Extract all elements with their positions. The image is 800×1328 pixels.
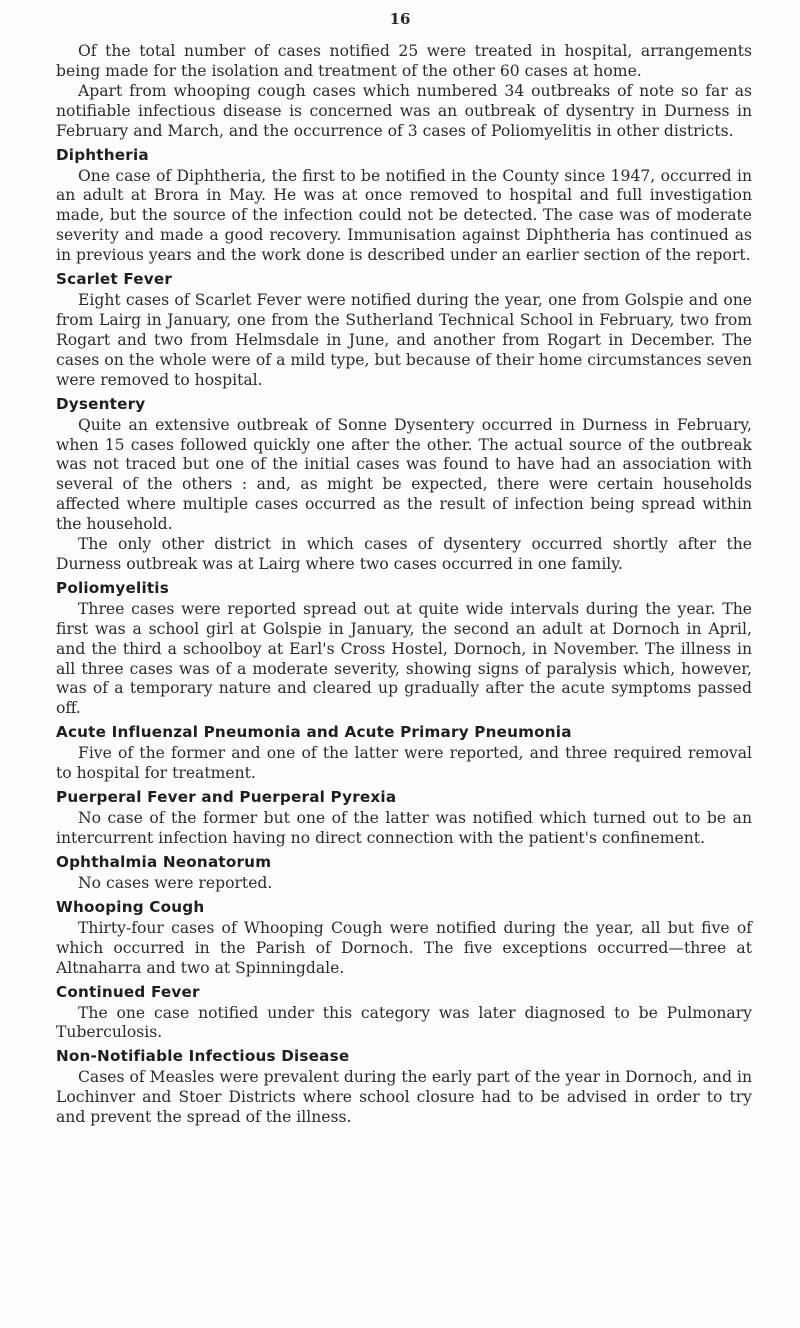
paragraph: Of the total number of cases notified 25 were treated in hospital, arrangements being made for the isolation and treatment of the other 60 cases at home. [56, 42, 752, 80]
paragraph: The only other district in which cases of dysentery occurred shortly after the Durness outbreak was at Lairg where two cases occurred in one family. [56, 535, 752, 573]
paragraph: No cases were reported. [78, 873, 273, 892]
section-heading-poliomyelitis: Poliomyelitis [56, 578, 169, 597]
paragraph: The one case notified under this category was later diagnosed to be Pulmonary Tuberculosis. [56, 1003, 752, 1042]
section-heading-ophthalmia: Ophthalmia Neonatorum [56, 852, 272, 871]
section-heading-whooping-cough: Whooping Cough [56, 897, 205, 916]
paragraph: Three cases were reported spread out at quite wide intervals during the year. The first was a school girl at Golspie in January, the second an adult at Dornoch in April, and the third a schoolboy at Earl's Cross Hostel, Dornoch, in November. The illness in all three cases was of a moderate severity, showing signs of paralysis which, however, was of a temporary nature and cleared up gradually after the acute symptoms passed off. [56, 599, 752, 718]
section-heading-continued-fever: Continued Fever [56, 982, 200, 1001]
section-heading-diphtheria: Diphtheria [56, 145, 149, 164]
paragraph: Quite an extensive outbreak of Sonne Dysentery occurred in Durness in February, when 15 cases followed quickly one after the other. The actual source of the outbreak was not traced but one of the initial cases was found to have had an association with several of the others : and, as might be expected, there were certain households affected where multiple cases occurred as the result of infection being spread within the household. [56, 415, 752, 534]
report-body [56, 42, 752, 1128]
page-number: 16 [389, 10, 411, 28]
paragraph: One case of Diphtheria, the first to be notified in the County since 1947, occurred in an adult at Brora in May. He was at once removed to hospital and full investigation made, but the source of the infection could not be detected. The case was of moderate severity and made a good recovery. Immunisation against Diphtheria has continued as in previous years and the work done is described under an earlier section of the report. [56, 166, 752, 265]
section-heading-dysentery: Dysentery [56, 394, 146, 413]
paragraph: Eight cases of Scarlet Fever were notified during the year, one from Golspie and one from Lairg in January, one from the Sutherland Technical School in February, two from Rogart and two from Helmsdale in June, and another from Rogart in December. The cases on the whole were of a mild type, but because of their home circumstances seven were removed to hospital. [56, 291, 752, 389]
section-heading-scarlet-fever: Scarlet Fever [56, 270, 173, 289]
paragraph: No case of the former but one of the latter was notified which turned out to be an intercurrent infection having no direct connection with the patient's confinement. [56, 809, 752, 847]
paragraph: Apart from whooping cough cases which numbered 34 outbreaks of note so far as notifiable infectious disease is concerned was an outbreak of dysentry in Durness in February and March, and the occurrence of 3 cases of Poliomyelitis in other districts. [56, 81, 752, 140]
paragraph: Thirty-four cases of Whooping Cough were notified during the year, all but five of which occurred in the Parish of Dornoch. The five exceptions occurred—three at Altnaharra and two at Spinningdale. [56, 918, 752, 977]
paragraph: Five of the former and one of the latter were reported, and three required removal to hospital for treatment. [56, 744, 752, 783]
section-heading-non-notifiable: Non-Notifiable Infectious Disease [56, 1047, 350, 1066]
paragraph: Cases of Measles were prevalent during the early part of the year in Dornoch, and in Lochinver and Stoer Districts where school closure had to be advised in order to try and prevent the spread of the illness. [56, 1068, 752, 1127]
section-heading-pneumonia: Acute Influenzal Pneumonia and Acute Primary Pneumonia [56, 723, 572, 742]
section-heading-puerperal: Puerperal Fever and Puerperal Pyrexia [56, 788, 397, 807]
